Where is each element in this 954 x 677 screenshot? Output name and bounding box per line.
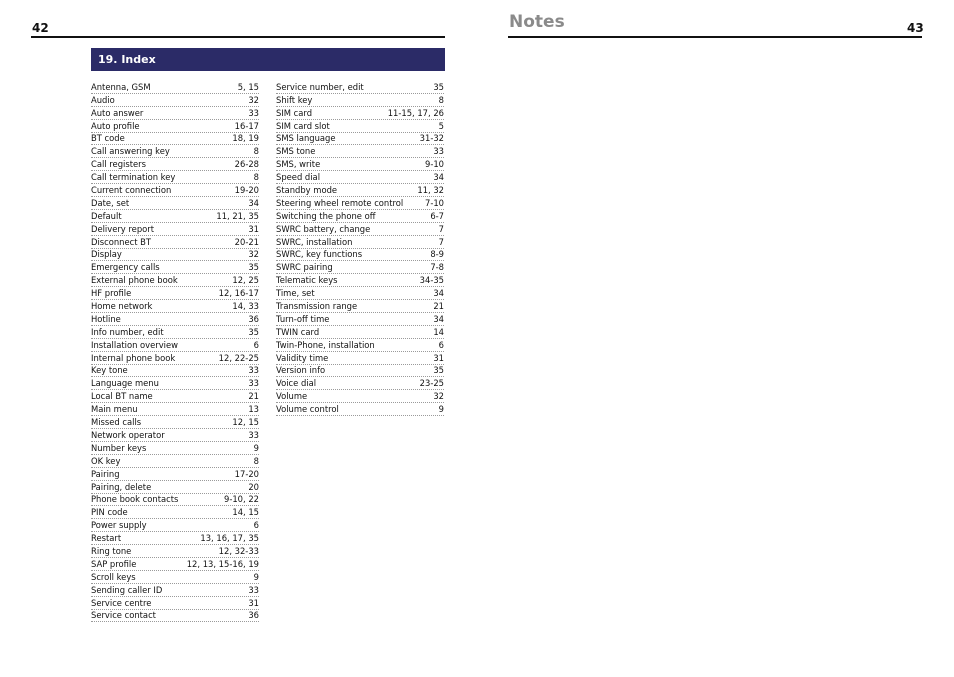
index-page-refs: 12, 22-25 bbox=[218, 352, 259, 363]
index-entry bbox=[91, 597, 259, 610]
index-entry bbox=[276, 352, 444, 365]
index-page-refs: 9-10, 22 bbox=[224, 494, 259, 505]
index-entry bbox=[276, 249, 444, 262]
index-entry bbox=[276, 326, 444, 339]
index-entry bbox=[91, 558, 259, 571]
right-page-number: 43 bbox=[907, 21, 924, 35]
index-entry bbox=[276, 236, 444, 249]
index-term: Transmission range bbox=[276, 301, 358, 312]
index-entry bbox=[276, 158, 444, 171]
index-term: Installation overview bbox=[91, 339, 179, 350]
index-term: Current connection bbox=[91, 185, 172, 196]
index-term: Restart bbox=[91, 533, 122, 544]
index-entry bbox=[91, 390, 259, 403]
index-entry bbox=[91, 519, 259, 532]
index-section-header: 19. Index bbox=[91, 48, 445, 71]
index-entry bbox=[276, 403, 444, 416]
index-entry bbox=[91, 261, 259, 274]
index-term: Service centre bbox=[91, 597, 152, 608]
index-term: Shift key bbox=[276, 94, 313, 105]
index-page-refs: 14, 15 bbox=[232, 507, 259, 518]
index-page-refs: 17-20 bbox=[234, 468, 259, 479]
index-term: Switching the phone off bbox=[276, 210, 376, 221]
index-page-refs: 12, 25 bbox=[232, 275, 259, 286]
index-entry bbox=[91, 352, 259, 365]
index-page-refs: 35 bbox=[433, 365, 444, 376]
index-page-refs: 12, 13, 15-16, 19 bbox=[186, 558, 259, 569]
index-term: Call registers bbox=[91, 159, 146, 170]
index-page-refs: 36 bbox=[248, 313, 259, 324]
index-page-refs: 12, 15 bbox=[232, 417, 259, 428]
index-page-refs: 9-10 bbox=[424, 159, 444, 170]
index-term: Standby mode bbox=[276, 185, 338, 196]
index-term: Volume bbox=[276, 391, 308, 402]
index-entry bbox=[91, 377, 259, 390]
index-page-refs: 8-9 bbox=[430, 249, 444, 260]
index-page-refs: 34 bbox=[433, 172, 444, 183]
index-page-refs: 26-28 bbox=[234, 159, 259, 170]
index-entry bbox=[91, 133, 259, 146]
index-page-refs: 33 bbox=[248, 107, 259, 118]
index-entry bbox=[91, 184, 259, 197]
index-page-refs: 31-32 bbox=[419, 133, 444, 144]
index-page-refs: 33 bbox=[248, 365, 259, 376]
index-entry bbox=[91, 300, 259, 313]
index-entry bbox=[91, 584, 259, 597]
index-entry bbox=[276, 107, 444, 120]
index-term: Steering wheel remote control bbox=[276, 197, 404, 208]
index-term: Main menu bbox=[91, 404, 138, 415]
index-term: SMS, write bbox=[276, 159, 321, 170]
index-page-refs: 19-20 bbox=[234, 185, 259, 196]
index-entry bbox=[276, 390, 444, 403]
index-page-refs: 35 bbox=[433, 81, 444, 92]
index-entry bbox=[91, 210, 259, 223]
left-page-number: 42 bbox=[32, 21, 49, 35]
index-page-refs: 34 bbox=[433, 288, 444, 299]
index-entry bbox=[91, 120, 259, 133]
index-term: Volume control bbox=[276, 404, 339, 415]
index-page-refs: 36 bbox=[248, 610, 259, 621]
index-term: Speed dial bbox=[276, 172, 321, 183]
index-entry bbox=[276, 223, 444, 236]
index-page-refs: 33 bbox=[248, 378, 259, 389]
index-term: Network operator bbox=[91, 429, 165, 440]
index-term: SWRC battery, change bbox=[276, 223, 371, 234]
index-page-refs: 21 bbox=[248, 391, 259, 402]
index-page-refs: 32 bbox=[433, 391, 444, 402]
index-entry bbox=[276, 94, 444, 107]
index-term: SWRC, installation bbox=[276, 236, 353, 247]
index-page-refs: 11-15, 17, 26 bbox=[387, 107, 444, 118]
index-entry bbox=[91, 416, 259, 429]
index-page-refs: 5 bbox=[438, 120, 444, 131]
index-term: Key tone bbox=[91, 365, 128, 376]
index-term: Phone book contacts bbox=[91, 494, 179, 505]
index-page-refs: 33 bbox=[248, 429, 259, 440]
index-page-refs: 11, 32 bbox=[417, 185, 444, 196]
index-entry bbox=[91, 158, 259, 171]
index-entry bbox=[276, 274, 444, 287]
index-page-refs: 18, 19 bbox=[232, 133, 259, 144]
index-entry bbox=[91, 442, 259, 455]
index-entry bbox=[91, 326, 259, 339]
index-entry bbox=[276, 313, 444, 326]
index-page-refs: 9 bbox=[253, 571, 259, 582]
index-term: TWIN card bbox=[276, 326, 320, 337]
index-entry bbox=[276, 184, 444, 197]
notes-title: Notes bbox=[509, 12, 565, 32]
index-term: Auto answer bbox=[91, 107, 144, 118]
index-term: Audio bbox=[91, 94, 115, 105]
index-entry bbox=[91, 365, 259, 378]
index-page-refs: 8 bbox=[253, 172, 259, 183]
index-page-refs: 7-10 bbox=[424, 197, 444, 208]
index-entry bbox=[91, 223, 259, 236]
index-entry bbox=[91, 481, 259, 494]
index-term: Delivery report bbox=[91, 223, 155, 234]
index-term: Default bbox=[91, 210, 122, 221]
index-entry bbox=[276, 377, 444, 390]
index-page-refs: 21 bbox=[433, 301, 444, 312]
index-term: SIM card slot bbox=[276, 120, 330, 131]
index-entry bbox=[91, 313, 259, 326]
index-term: Power supply bbox=[91, 520, 147, 531]
index-page-refs: 11, 21, 35 bbox=[216, 210, 259, 221]
index-entry bbox=[276, 145, 444, 158]
index-column-2 bbox=[276, 81, 444, 416]
index-page-refs: 35 bbox=[248, 326, 259, 337]
index-term: Hotline bbox=[91, 313, 121, 324]
index-term: External phone book bbox=[91, 275, 178, 286]
index-page-refs: 13 bbox=[248, 404, 259, 415]
index-page-refs: 6 bbox=[253, 339, 259, 350]
index-entry bbox=[276, 300, 444, 313]
index-entry bbox=[91, 339, 259, 352]
index-term: Telematic keys bbox=[276, 275, 338, 286]
index-page-refs: 7 bbox=[438, 223, 444, 234]
index-term: OK key bbox=[91, 455, 121, 466]
index-term: Validity time bbox=[276, 352, 329, 363]
index-page-refs: 7-8 bbox=[430, 262, 444, 273]
index-entry bbox=[91, 249, 259, 262]
index-term: Date, set bbox=[91, 197, 130, 208]
index-entry bbox=[91, 506, 259, 519]
index-term: Scroll keys bbox=[91, 571, 136, 582]
index-page-refs: 35 bbox=[248, 262, 259, 273]
index-page-refs: 34 bbox=[248, 197, 259, 208]
index-term: Call answering key bbox=[91, 146, 170, 157]
index-page-refs: 16-17 bbox=[234, 120, 259, 131]
index-term: Time, set bbox=[276, 288, 315, 299]
index-term: Service number, edit bbox=[276, 81, 364, 92]
index-page-refs: 14, 33 bbox=[232, 301, 259, 312]
index-entry bbox=[91, 429, 259, 442]
index-term: BT code bbox=[91, 133, 125, 144]
index-term: Pairing, delete bbox=[91, 481, 152, 492]
index-entry bbox=[91, 532, 259, 545]
index-term: Voice dial bbox=[276, 378, 317, 389]
index-page-refs: 6 bbox=[438, 339, 444, 350]
index-term: Info number, edit bbox=[91, 326, 164, 337]
index-page-refs: 32 bbox=[248, 94, 259, 105]
index-term: Auto profile bbox=[91, 120, 140, 131]
index-entry bbox=[91, 94, 259, 107]
index-entry bbox=[276, 197, 444, 210]
index-page-refs: 33 bbox=[433, 146, 444, 157]
index-page-refs: 8 bbox=[253, 455, 259, 466]
index-page-refs: 12, 16-17 bbox=[218, 288, 259, 299]
index-page-refs: 20-21 bbox=[234, 236, 259, 247]
index-term: Internal phone book bbox=[91, 352, 176, 363]
index-page-refs: 33 bbox=[248, 584, 259, 595]
index-entry bbox=[276, 210, 444, 223]
index-entry bbox=[276, 339, 444, 352]
right-header-rule bbox=[508, 36, 922, 38]
index-term: Number keys bbox=[91, 442, 147, 453]
index-column-1 bbox=[91, 81, 259, 622]
index-page-refs: 31 bbox=[433, 352, 444, 363]
index-page-refs: 32 bbox=[248, 249, 259, 260]
index-entry bbox=[91, 236, 259, 249]
index-entry bbox=[276, 120, 444, 133]
index-term: Home network bbox=[91, 301, 153, 312]
index-page-refs: 31 bbox=[248, 597, 259, 608]
index-term: Ring tone bbox=[91, 545, 132, 556]
index-term: Version info bbox=[276, 365, 326, 376]
index-entry bbox=[91, 571, 259, 584]
index-entry bbox=[91, 468, 259, 481]
index-term: Language menu bbox=[91, 378, 159, 389]
index-entry bbox=[91, 455, 259, 468]
index-term: SWRC, key functions bbox=[276, 249, 363, 260]
index-entry bbox=[91, 81, 259, 94]
left-header-rule bbox=[31, 36, 445, 38]
index-page-refs: 34 bbox=[433, 313, 444, 324]
index-entry bbox=[91, 197, 259, 210]
index-page-refs: 8 bbox=[253, 146, 259, 157]
index-term: SMS tone bbox=[276, 146, 316, 157]
index-entry bbox=[276, 261, 444, 274]
index-page-refs: 14 bbox=[433, 326, 444, 337]
index-page-refs: 6-7 bbox=[430, 210, 444, 221]
index-term: Emergency calls bbox=[91, 262, 160, 273]
index-entry bbox=[91, 274, 259, 287]
index-entry bbox=[91, 545, 259, 558]
index-page-refs: 8 bbox=[438, 94, 444, 105]
index-entry bbox=[276, 365, 444, 378]
index-entry bbox=[276, 81, 444, 94]
index-page-refs: 13, 16, 17, 35 bbox=[200, 533, 259, 544]
index-term: Missed calls bbox=[91, 417, 142, 428]
index-page-refs: 20 bbox=[248, 481, 259, 492]
index-entry bbox=[91, 610, 259, 623]
index-entry bbox=[91, 403, 259, 416]
index-entry bbox=[91, 287, 259, 300]
index-term: Call termination key bbox=[91, 172, 176, 183]
index-term: SWRC pairing bbox=[276, 262, 333, 273]
index-page-refs: 9 bbox=[438, 404, 444, 415]
index-page-refs: 5, 15 bbox=[237, 81, 259, 92]
index-term: Pairing bbox=[91, 468, 120, 479]
index-page-refs: 12, 32-33 bbox=[218, 545, 259, 556]
index-entry bbox=[276, 171, 444, 184]
index-entry bbox=[91, 171, 259, 184]
index-entry bbox=[91, 145, 259, 158]
index-page-refs: 6 bbox=[253, 520, 259, 531]
index-entry bbox=[276, 133, 444, 146]
index-page-refs: 23-25 bbox=[419, 378, 444, 389]
index-term: Disconnect BT bbox=[91, 236, 152, 247]
index-page-refs: 31 bbox=[248, 223, 259, 234]
index-term: Antenna, GSM bbox=[91, 81, 151, 92]
index-page-refs: 34-35 bbox=[419, 275, 444, 286]
index-term: Sending caller ID bbox=[91, 584, 163, 595]
index-term: SMS language bbox=[276, 133, 336, 144]
index-term: SIM card bbox=[276, 107, 313, 118]
index-term: HF profile bbox=[91, 288, 132, 299]
index-entry bbox=[276, 287, 444, 300]
index-entry bbox=[91, 494, 259, 507]
index-term: Service contact bbox=[91, 610, 156, 621]
index-term: Twin-Phone, installation bbox=[276, 339, 375, 350]
index-term: Local BT name bbox=[91, 391, 153, 402]
index-page-refs: 7 bbox=[438, 236, 444, 247]
index-term: PIN code bbox=[91, 507, 128, 518]
index-term: SAP profile bbox=[91, 558, 137, 569]
index-entry bbox=[91, 107, 259, 120]
index-term: Turn-off time bbox=[276, 313, 330, 324]
index-page-refs: 9 bbox=[253, 442, 259, 453]
index-term: Display bbox=[91, 249, 122, 260]
